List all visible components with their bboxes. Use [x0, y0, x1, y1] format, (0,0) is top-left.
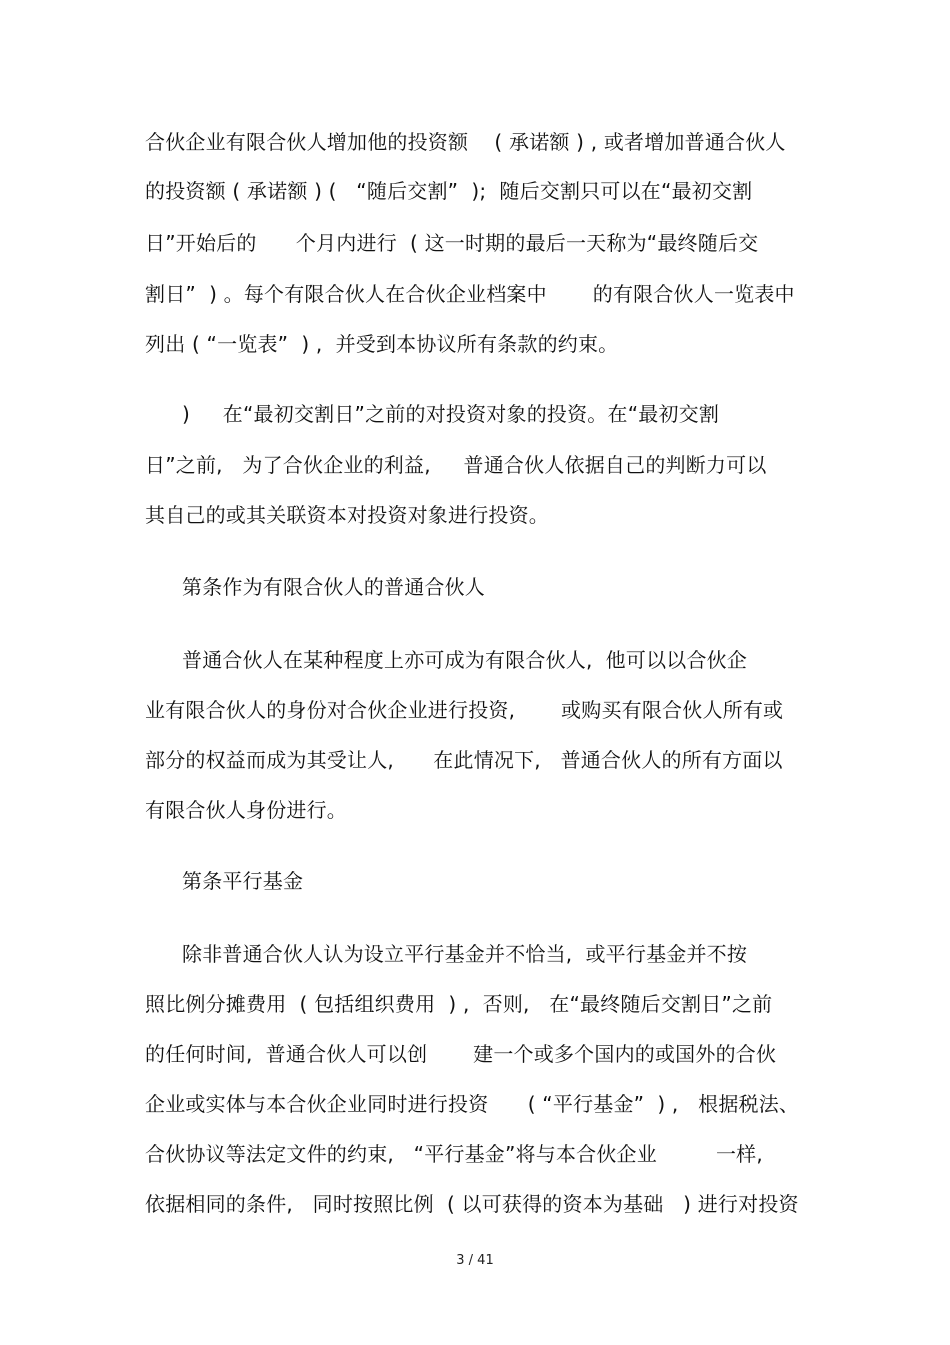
text-line: 割日” ) 。每个有限合伙人在合伙企业档案中 的有限合伙人一览表中 — [145, 282, 795, 306]
section-heading: 第条平行基金 — [182, 869, 304, 893]
text-line: 有限合伙人身份进行。 — [145, 798, 347, 822]
text-line: 的投资额 ( 承诺额 ) ( “随后交割” ); 随后交割只可以在“最初交割 — [145, 179, 753, 203]
text-line: 除非普通合伙人认为设立平行基金并不恰当, 或平行基金并不按 — [182, 942, 748, 966]
text-line: 其自己的或其关联资本对投资对象进行投资。 — [145, 503, 549, 527]
text-line: 日”之前, 为了合伙企业的利益, 普通合伙人依据自己的判断力可以 — [145, 453, 767, 477]
text-line: 合伙企业有限合伙人增加他的投资额 ( 承诺额 ) , 或者增加普通合伙人 — [145, 130, 786, 154]
section-heading: 第条作为有限合伙人的普通合伙人 — [182, 575, 485, 599]
text-line: 合伙协议等法定文件的约束, “平行基金”将与本合伙企业 一样, — [145, 1142, 763, 1166]
text-line: 日”开始后的 个月内进行 ( 这一时期的最后一天称为“最终随后交 — [145, 231, 759, 255]
text-line: 照比例分摊费用 ( 包括组织费用 ) , 否则, 在“最终随后交割日”之前 — [145, 992, 773, 1016]
text-line: 业有限合伙人的身份对合伙企业进行投资, 或购买有限合伙人所有或 — [145, 698, 784, 722]
text-line: ) 在“最初交割日”之前的对投资对象的投资。在“最初交割 — [182, 402, 720, 426]
text-line: 列出 ( “一览表” ) , 并受到本协议所有条款的约束。 — [145, 332, 619, 356]
text-line: 的任何时间, 普通合伙人可以创 建一个或多个国内的或国外的合伙 — [145, 1042, 777, 1066]
text-line: 依据相同的条件, 同时按照比例 ( 以可获得的资本为基础 ) 进行对投资 — [145, 1192, 799, 1216]
page-number: 3 / 41 — [456, 1253, 494, 1268]
text-line: 部分的权益而成为其受让人, 在此情况下, 普通合伙人的所有方面以 — [145, 748, 783, 772]
text-line: 企业或实体与本合伙企业同时进行投资 ( “平行基金” ) , 根据税法、 — [145, 1092, 800, 1116]
text-line: 普通合伙人在某种程度上亦可成为有限合伙人, 他可以以合伙企 — [182, 648, 748, 672]
